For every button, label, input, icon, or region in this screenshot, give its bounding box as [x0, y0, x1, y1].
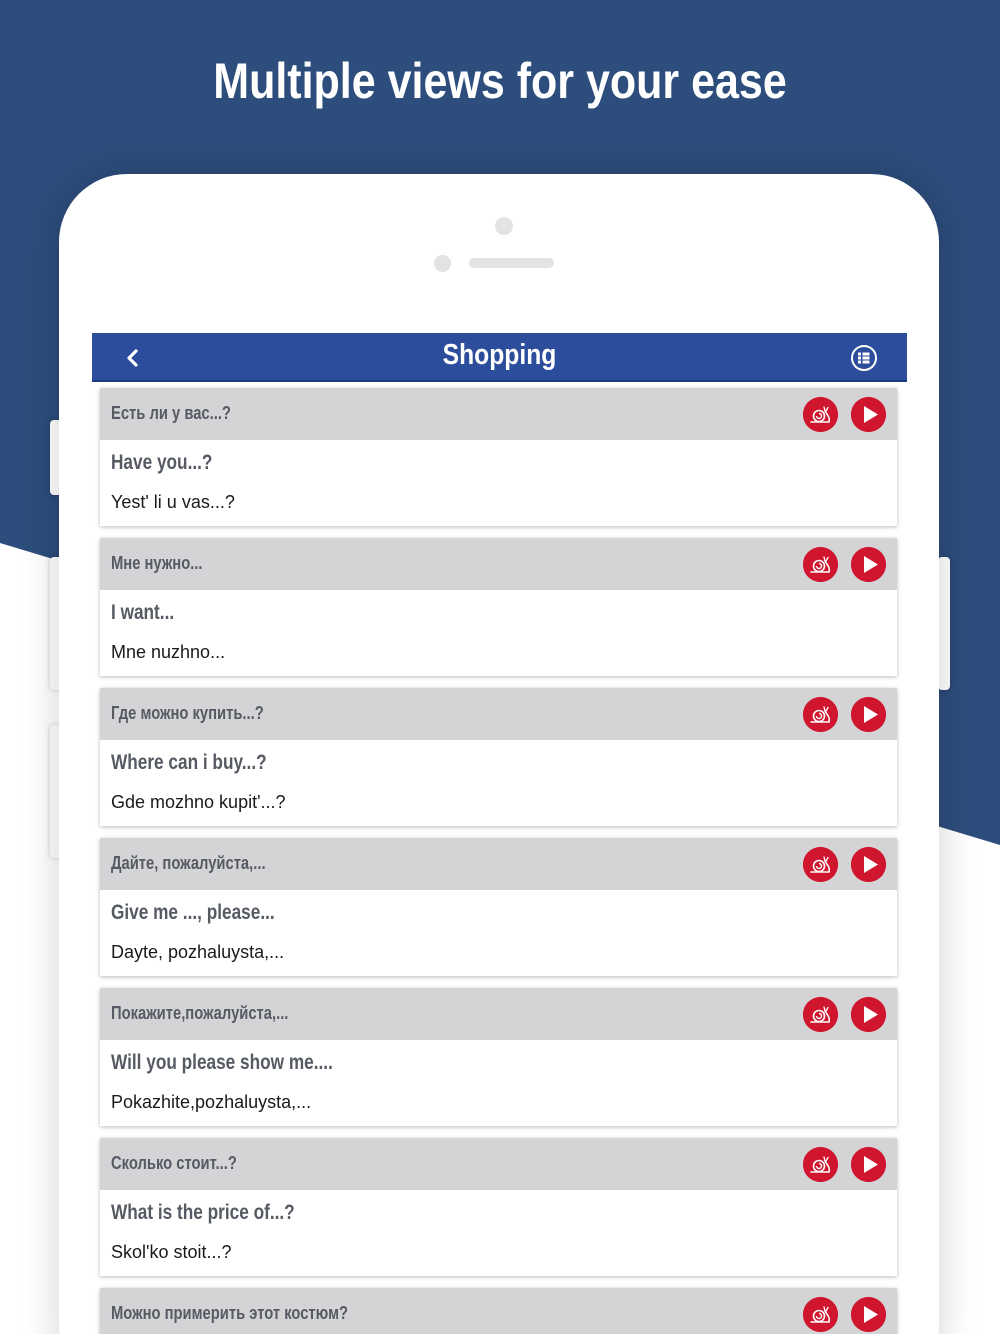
slow-play-snail-icon[interactable] [803, 397, 838, 432]
phrase-card-header [100, 1288, 897, 1334]
phrase-card-header [100, 838, 897, 890]
phrase-card[interactable] [100, 1288, 897, 1334]
slow-play-snail-icon[interactable] [803, 1147, 838, 1182]
slow-play-snail-icon[interactable] [803, 1297, 838, 1332]
phrase-card[interactable] [100, 1138, 897, 1276]
phrase-card-header [100, 538, 897, 590]
phrase-card[interactable] [100, 388, 897, 526]
slow-play-snail-icon[interactable] [803, 847, 838, 882]
play-icon[interactable] [851, 1297, 886, 1332]
phrase-native-text: Где можно купить...? [111, 703, 264, 723]
phrase-transliteration-text: Dayte, pozhaluysta,... [111, 942, 285, 962]
phrase-english-text: What is the price of...? [111, 1201, 295, 1224]
tablet-camera [495, 217, 513, 235]
phrase-card-header [100, 688, 897, 740]
slow-play-snail-icon[interactable] [803, 997, 838, 1032]
phrase-card-header [100, 388, 897, 440]
phrase-card[interactable] [100, 688, 897, 826]
phrase-native-text: Сколько стоит...? [111, 1153, 237, 1173]
tablet-speaker [469, 258, 554, 268]
phrase-card[interactable] [100, 988, 897, 1126]
play-icon[interactable] [851, 847, 886, 882]
phrase-card[interactable] [100, 538, 897, 676]
phrase-english-text: Have you...? [111, 451, 213, 474]
phrase-english-text: Where can i buy...? [111, 751, 267, 774]
phrase-transliteration-text: Mne nuzhno... [111, 642, 226, 662]
list-view-icon[interactable] [850, 344, 878, 372]
play-icon[interactable] [851, 697, 886, 732]
phrase-english-text: I want... [111, 601, 175, 624]
page-title: Shopping [442, 339, 557, 371]
phrase-english-text: Will you please show me.... [111, 1051, 333, 1074]
phrase-native-text: Есть ли у вас...? [111, 403, 231, 423]
phrase-card[interactable] [100, 838, 897, 976]
tablet-sensor [434, 255, 451, 272]
phrase-transliteration-text: Pokazhite,pozhaluysta,... [111, 1092, 312, 1112]
phrase-native-text: Мне нужно... [111, 553, 203, 573]
phrase-card-header [100, 1138, 897, 1190]
phrase-card-header [100, 988, 897, 1040]
play-icon[interactable] [851, 547, 886, 582]
phrase-transliteration-text: Gde mozhno kupit'...? [111, 792, 286, 812]
phrase-native-text: Покажите,пожалуйста,... [111, 1003, 289, 1023]
play-icon[interactable] [851, 997, 886, 1032]
headline: Multiple views for your ease [213, 53, 787, 109]
phrase-english-text: Give me ..., please... [111, 901, 275, 924]
phrase-transliteration-text: Yest' li u vas...? [111, 492, 235, 512]
phrase-native-text: Можно примерить этот костюм? [111, 1303, 349, 1323]
tablet-side-button [938, 557, 950, 690]
phrase-transliteration-text: Skol'ko stoit...? [111, 1242, 232, 1262]
slow-play-snail-icon[interactable] [803, 547, 838, 582]
app-screen [92, 333, 907, 1334]
play-icon[interactable] [851, 397, 886, 432]
chevron-left-icon[interactable] [122, 347, 144, 369]
play-icon[interactable] [851, 1147, 886, 1182]
phrase-native-text: Дайте, пожалуйста,... [111, 853, 266, 873]
navbar [92, 333, 907, 382]
slow-play-snail-icon[interactable] [803, 697, 838, 732]
